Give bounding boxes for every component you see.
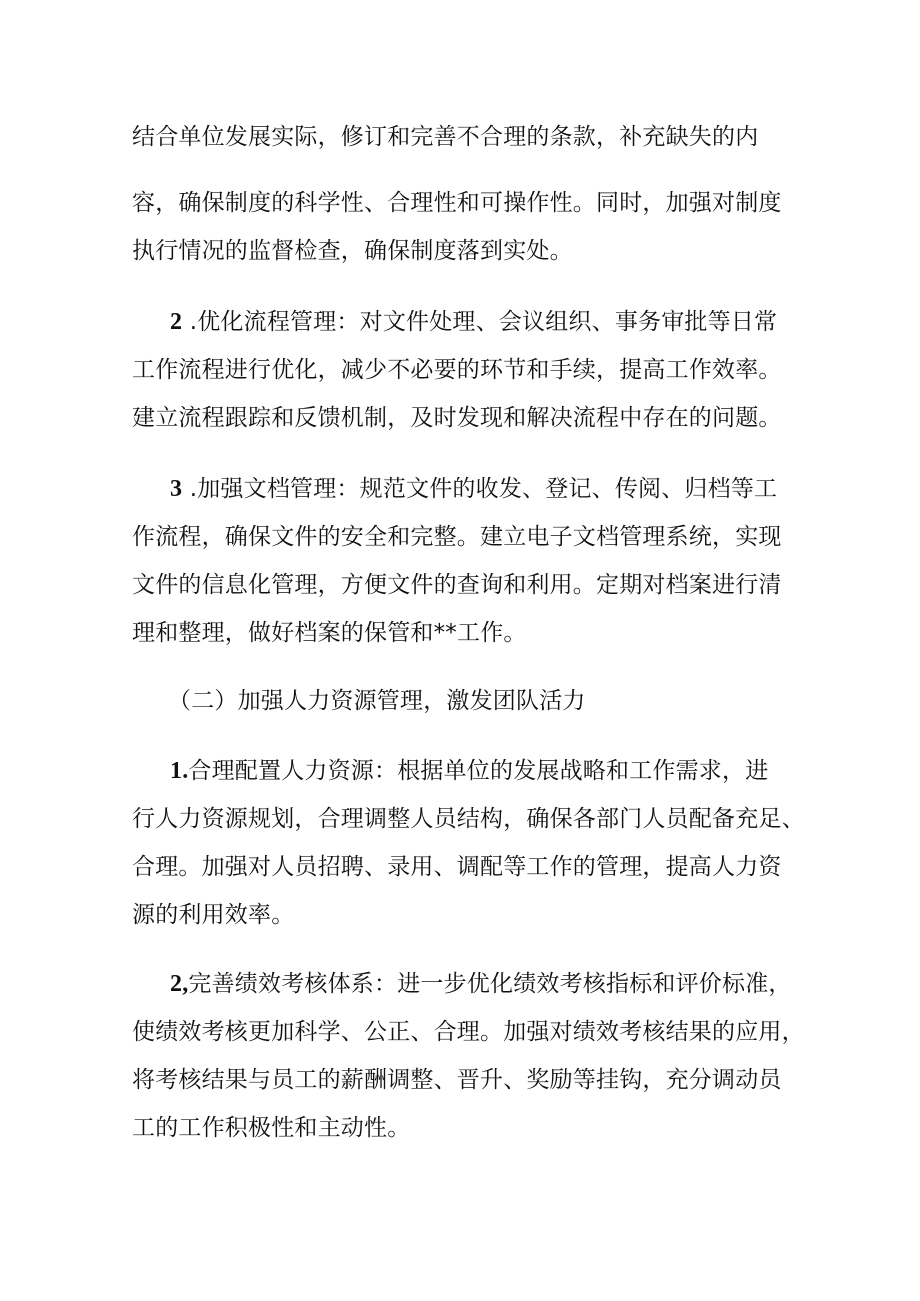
- paragraph-line: 文件的信息化管理，方便文件的查询和利用。定期对档案进行清: [132, 572, 782, 598]
- paragraph-line: 理和整理，做好档案的保管和**工作。: [132, 620, 527, 646]
- list-item-heading: 2 .优化流程管理：对文件处理、会议组织、事务审批等日常: [170, 309, 778, 335]
- paragraph-line: 结合单位发展实际，修订和完善不合理的条款，补充缺失的内: [132, 124, 759, 150]
- paragraph-line: 使绩效考核更加科学、公正、合理。加强对绩效考核结果的应用，: [132, 1019, 805, 1045]
- paragraph-line: 行人力资源规划，合理调整人员结构，确保各部门人员配备充足、: [132, 806, 805, 832]
- section-heading: （二）加强人力资源管理，激发团队活力: [168, 688, 586, 714]
- paragraph-line: 作流程，确保文件的安全和完整。建立电子文档管理系统，实现: [132, 524, 782, 550]
- paragraph-line: 容，确保制度的科学性、合理性和可操作性。同时，加强对制度: [132, 190, 782, 216]
- paragraph-line: 建立流程跟踪和反馈机制，及时发现和解决流程中存在的问题。: [132, 405, 782, 431]
- paragraph-line: 工的工作积极性和主动性。: [132, 1115, 411, 1141]
- list-item-heading: 2,完善绩效考核体系：进一步优化绩效考核指标和评价标准，: [170, 971, 792, 997]
- list-item-number: 1.: [170, 758, 189, 784]
- paragraph-line: 工作流程进行优化，减少不必要的环节和手续，提高工作效率。: [132, 357, 782, 383]
- list-item-heading: 3 .加强文档管理：规范文件的收发、登记、传阅、归档等工: [170, 476, 778, 502]
- paragraph-line: 执行情况的监督检查，确保制度落到实处。: [132, 238, 573, 264]
- list-item-heading: 1.合理配置人力资源：根据单位的发展战略和工作需求，进: [170, 758, 769, 784]
- list-item-number: 3: [170, 476, 183, 502]
- paragraph-line: 源的利用效率。: [132, 902, 295, 928]
- list-item-number: 2: [170, 309, 183, 335]
- paragraph-line: 合理。加强对人员招聘、录用、调配等工作的管理，提高人力资: [132, 854, 782, 880]
- paragraph-line: 将考核结果与员工的薪酬调整、晋升、奖励等挂钩，充分调动员: [132, 1067, 782, 1093]
- list-item-number: 2,: [170, 971, 189, 997]
